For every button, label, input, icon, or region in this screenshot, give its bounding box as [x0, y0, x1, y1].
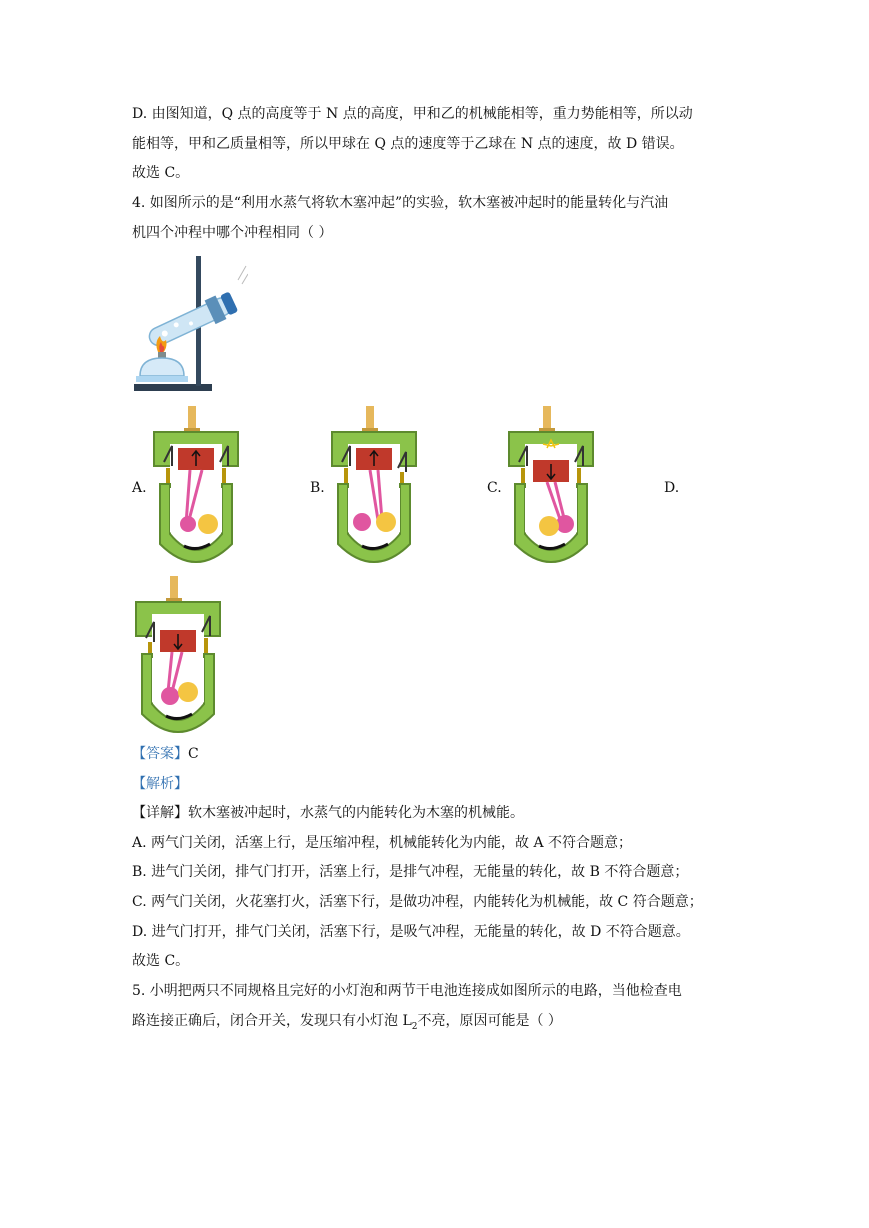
option-a-label: A. — [132, 480, 147, 496]
answer-label: 【答案】 — [132, 746, 188, 762]
question-5-line-2 — [132, 1011, 562, 1037]
question-5-line-1: 5. 小明把两只不同规格且完好的小灯泡和两节干电池连接成如图所示的电路，当他检查电 — [132, 983, 682, 999]
option-c-label: C. — [487, 480, 502, 496]
engine-power-stroke-figure — [505, 404, 597, 566]
steam-cork-experiment-figure — [132, 252, 248, 394]
question-4-conclusion: 故选 C。 — [132, 953, 190, 969]
lamp-subscript: 2 — [411, 1021, 418, 1032]
engine-intake-stroke-figure — [132, 574, 224, 736]
detail-line — [132, 803, 524, 823]
option-b-label: B. — [310, 480, 325, 496]
answer-line — [132, 744, 199, 764]
explanation-c: C. 两气门关闭，火花塞打火，活塞下行，是做功冲程，内能转化为机械能，故 C 符合题意； — [132, 894, 703, 910]
engine-exhaust-stroke-figure — [328, 404, 420, 566]
detail-text: 软木塞被冲起时，水蒸气的内能转化为木塞的机械能。 — [188, 805, 524, 821]
engine-compression-stroke-figure — [150, 404, 242, 566]
prev-answer-line-1: D. 由图知道，Q 点的高度等于 N 点的高度，甲和乙的机械能相等，重力势能相等，所以动 — [132, 106, 693, 122]
detail-label: 【详解】 — [132, 805, 188, 821]
option-d-label: D. — [664, 480, 680, 496]
prev-answer-line-2: 能相等，甲和乙质量相等，所以甲球在 Q 点的速度等于乙球在 N 点的速度，故 D 错误。 — [132, 136, 684, 152]
answer-value: C — [188, 746, 199, 762]
explanation-d: D. 进气门打开，排气门关闭，活塞下行，是吸气冲程，无能量的转化，故 D 不符合题意。 — [132, 924, 690, 940]
prev-answer-conclusion: 故选 C。 — [132, 165, 190, 181]
question-4-line-2: 机四个冲程中哪个冲程相同（ ） — [132, 225, 333, 241]
question-5-line-2-start: 路连接正确后，闭合开关，发现只有小灯泡 L — [132, 1013, 412, 1029]
question-5-line-2-end: 不亮，原因可能是（ ） — [417, 1013, 562, 1029]
explanation-a: A. 两气门关闭，活塞上行，是压缩冲程，机械能转化为内能，故 A 不符合题意； — [132, 835, 633, 851]
explanation-b: B. 进气门关闭，排气门打开，活塞上行，是排气冲程，无能量的转化，故 B 不符合题意； — [132, 864, 689, 880]
analysis-label: 【解析】 — [132, 776, 188, 792]
question-4-line-1: 4. 如图所示的是“利用水蒸气将软木塞冲起”的实验，软木塞被冲起时的能量转化与汽油 — [132, 195, 669, 211]
